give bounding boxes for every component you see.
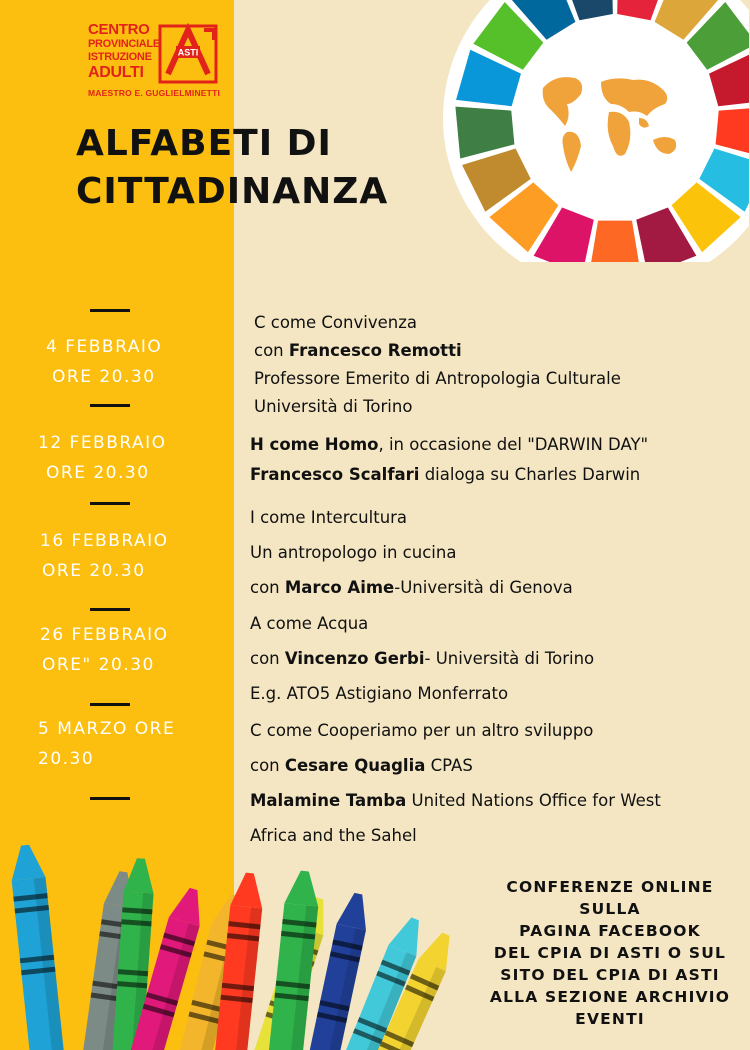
online-line-3: PAGINA FACEBOOK [519, 922, 701, 940]
event-3-speaker: con Marco Aime-Università di Genova [250, 578, 573, 597]
event-5-speaker-1: con Cesare Quaglia CPAS [250, 756, 473, 775]
event-4-affiliation: E.g. ATO5 Astigiano Monferrato [250, 684, 509, 703]
event-3-date [40, 526, 169, 586]
title-line-2: CITTADINANZA [76, 171, 389, 212]
event-2-date [38, 428, 167, 488]
crayon-group [8, 843, 460, 1050]
online-line-4: DEL CPIA DI ASTI O SUL [493, 944, 727, 962]
title-line-1: ALFABETI DI [76, 123, 332, 164]
divider-dash [90, 797, 130, 800]
divider-dash [90, 309, 130, 312]
event-1-role: Professore Emerito di Antropologia Culturale [254, 369, 621, 388]
logo-subtitle: MAESTRO E. GUGLIELMINETTI [88, 88, 221, 98]
event-1-speaker: con Francesco Remotti [254, 341, 462, 360]
event-4-speaker: con Vincenzo Gerbi- Università di Torino [250, 649, 595, 668]
event-3-details [250, 500, 573, 605]
crayons-illustration [0, 830, 470, 1050]
event-2-date-line-1: 12 FEBBRAIO [38, 433, 167, 453]
event-2-date-line-2: ORE 20.30 [46, 463, 150, 483]
event-1-date-line-1: 4 FEBBRAIO [46, 337, 163, 357]
event-5-speaker-2-org: Africa and the Sahel [250, 826, 417, 845]
event-3-date-line-2: ORE 20.30 [42, 561, 146, 581]
event-4-date-line-2: ORE" 20.30 [42, 655, 155, 675]
event-5-title: C come Cooperiamo per un altro sviluppo [250, 721, 594, 740]
event-5-date [38, 714, 175, 774]
event-2-details [250, 430, 648, 490]
logo-line-3: ISTRUZIONE [88, 51, 152, 63]
logo-text [88, 22, 160, 81]
logo-mark-text: ASTI [177, 47, 199, 58]
event-3-date-line-1: 16 FEBBRAIO [40, 531, 169, 551]
event-4-date [40, 620, 169, 680]
divider-dash [90, 502, 130, 505]
divider-dash [90, 703, 130, 706]
online-line-6: ALLA SEZIONE ARCHIVIO [489, 988, 731, 1006]
sdg-wheel-graphic [443, 0, 749, 262]
divider-dash [90, 608, 130, 611]
logo-line-4: ADULTI [88, 64, 144, 81]
event-1-affiliation: Università di Torino [254, 397, 413, 416]
online-line-7: EVENTI [575, 1010, 645, 1028]
event-2-speaker: Francesco Scalfari dialoga su Charles Darwin [250, 465, 641, 484]
page-title [76, 120, 388, 216]
event-1-title: C come Convivenza [254, 313, 417, 332]
event-5-date-line-2: 20.30 [38, 749, 95, 769]
event-5-date-line-1: 5 MARZO ORE [38, 719, 176, 739]
event-4-date-line-1: 26 FEBBRAIO [40, 625, 169, 645]
cpia-logo [88, 22, 228, 102]
event-4-title: A come Acqua [250, 614, 369, 633]
divider-dash [90, 404, 130, 407]
logo-line-1: CENTRO [88, 21, 150, 38]
event-3-subtitle: Un antropologo in cucina [250, 543, 457, 562]
online-info [458, 876, 750, 1030]
cpia-logo-icon [156, 22, 220, 86]
event-1-date [46, 332, 162, 392]
logo-line-2: PROVINCIALE [88, 38, 160, 50]
online-line-5: SITO DEL CPIA DI ASTI [500, 966, 720, 984]
online-line-2: SULLA [579, 900, 641, 918]
crayon [8, 843, 64, 1050]
event-5-speaker-2: Malamine Tamba United Nations Office for West [250, 791, 661, 810]
event-1-date-line-2: ORE 20.30 [52, 367, 156, 387]
event-2-title: H come Homo, in occasione del "DARWIN DAY" [250, 435, 649, 454]
event-1-details [250, 309, 621, 421]
event-4-details [250, 606, 594, 711]
online-line-1: CONFERENZE ONLINE [506, 878, 714, 896]
event-3-title: I come Intercultura [250, 508, 408, 527]
